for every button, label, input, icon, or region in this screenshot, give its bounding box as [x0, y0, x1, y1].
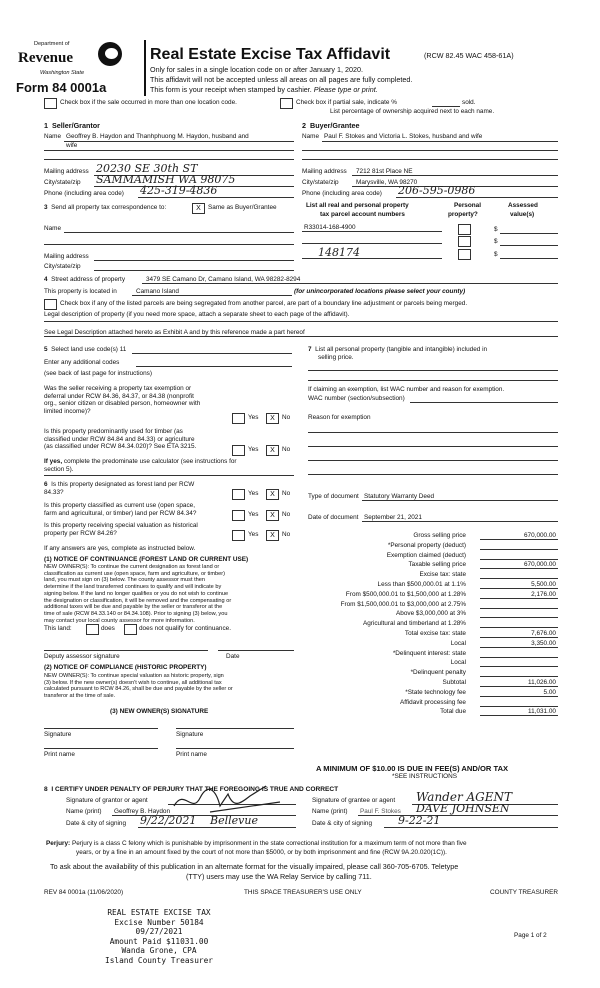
see-instructions-note: *SEE INSTRUCTIONS	[392, 773, 457, 780]
parcel-line-3[interactable]	[302, 258, 442, 259]
buyer-phone: 206-595-0986	[398, 184, 476, 197]
reason-line-1[interactable]	[308, 432, 558, 433]
forest-no-checkbox[interactable]: X	[266, 489, 279, 500]
calc-label: Less than $500,000.01 at 1.1%	[377, 581, 466, 588]
calc-value: 11,026.00	[528, 679, 556, 686]
street-label: 4 Street address of property	[44, 276, 126, 283]
notice-compliance-title: (2) NOTICE OF COMPLIANCE (HISTORIC PROPERTY)	[44, 664, 207, 671]
grantor-name-label: Name (print)	[66, 808, 102, 815]
seller-phone-label: Phone (including area code)	[44, 190, 124, 197]
land-use-line[interactable]	[132, 353, 292, 354]
buyer-phone-label: Phone (including area code)	[302, 190, 382, 197]
header-line2: This affidavit will not be accepted unless all areas on all pages are fully completed.	[150, 75, 413, 84]
section5-divider	[44, 475, 294, 476]
calc-value-line[interactable]	[480, 578, 558, 579]
timber-no-label: No	[282, 446, 291, 453]
grantee-signature: Wander AGENT	[416, 790, 513, 804]
buyer-addr-line	[352, 175, 558, 176]
wac-number-line[interactable]	[410, 402, 558, 403]
calc-value-line[interactable]	[480, 647, 558, 648]
current-use-no-label: No	[282, 511, 291, 518]
calc-label: Taxable selling price	[408, 561, 466, 569]
parcel-line-1[interactable]	[302, 231, 442, 232]
assessed-header: Assessed	[508, 202, 538, 209]
new-owner-sig-label-1: Signature	[44, 731, 72, 738]
assessed-value-2: $	[494, 238, 498, 245]
calc-label: From $1,500,000.01 to $3,000,000 at 2.75%	[340, 600, 466, 608]
historic-yes-label: Yes	[248, 531, 259, 538]
legal-line-2	[44, 336, 558, 337]
historic-question: Is this property receiving special valuation as historical property per RCW 84.26?	[44, 522, 198, 537]
calc-value-line[interactable]	[480, 568, 558, 569]
calc-label: Agricultural and timberland at 1.28%	[362, 620, 466, 628]
grantor-date-label: Date & city of signing	[66, 820, 127, 827]
exemption-yes-label: Yes	[248, 414, 259, 421]
personal-property-list-label: 7 List all personal property (tangible and intangible) included in	[308, 346, 488, 353]
grantee-date-line[interactable]	[384, 827, 558, 828]
located-line	[132, 295, 292, 296]
personal-property-checkbox-3[interactable]	[458, 249, 471, 260]
calc-label: *Delinquent penalty	[410, 669, 466, 677]
seller-name-line	[64, 141, 294, 142]
calc-value-line[interactable]	[480, 588, 558, 589]
grantee-date: 9-22-21	[398, 814, 441, 827]
street-address: 3479 SE Camano Dr, Camano Island, WA 98282-8294	[146, 276, 301, 283]
state-label: Washington State	[40, 70, 85, 76]
see-back-label: (see back of last page for instructions)	[44, 370, 152, 377]
calc-value: 2,176.00	[531, 590, 556, 598]
calc-label: Local	[450, 639, 466, 647]
land-use-label: 5 Select land use code(s) 11	[44, 346, 127, 353]
buyer-city: Marysville, WA 98270	[356, 179, 418, 186]
calc-label: *State technology fee	[405, 688, 466, 696]
seller-name: Geoffrey B. Haydon and Thanhphuong M. Haydon, husband and	[66, 133, 249, 140]
legal-desc-ref: See Legal Description attached hereto as Exhibit A and by this reference made a part hereof	[44, 329, 305, 336]
same-as-buyer-label: Same as Buyer/Grantee	[208, 204, 277, 211]
calc-label: Affidavit processing fee	[400, 698, 466, 706]
calc-value: 11,031.00	[528, 708, 556, 716]
tax-corr-addr-label: Mailing address	[44, 253, 89, 260]
revenue-logo-text: Revenue	[18, 50, 73, 66]
grantor-date: 9/22/2021	[140, 814, 197, 827]
revenue-logo-icon	[98, 42, 122, 66]
calc-value: 670,000.00	[524, 561, 556, 569]
tax-corr-city-label: City/state/zip	[44, 263, 81, 270]
assessed-line-2[interactable]	[500, 245, 558, 246]
assessed-header2: value(s)	[510, 211, 535, 218]
calc-label: From $500,000.01 to $1,500,000 at 1.28%	[345, 590, 466, 598]
calc-value: 3,350.00	[531, 639, 556, 647]
personal-header2: property?	[448, 211, 478, 218]
alt-format-text: To ask about the availability of this publication in an alternate format for the visually impaired, please call 360-705-6705. Teletype	[50, 862, 459, 871]
calc-value-line[interactable]	[480, 598, 558, 599]
same-as-buyer-checkbox[interactable]: X	[192, 203, 205, 214]
historic-no-checkbox[interactable]: X	[266, 530, 279, 541]
new-owner-sig-label-2: Signature	[176, 731, 204, 738]
partial-sale-checkbox[interactable]	[280, 98, 293, 109]
this-land-label: This land:	[44, 625, 72, 632]
timber-question: Is this property predominantly used for timber (as classified under RCW 84.84 and 84.33) or agriculture (as classified under RCW 84.34.020)? See ETA 3215.	[44, 428, 197, 451]
seller-name-line3	[44, 159, 294, 160]
calc-label: Local	[450, 659, 466, 667]
multi-location-label: Check box if the sale occurred in more than one location code.	[60, 99, 237, 106]
assessed-line-3[interactable]	[500, 258, 558, 259]
street-line	[142, 283, 558, 284]
buyer-name-line	[322, 141, 558, 142]
calc-label: Total due	[440, 708, 466, 716]
header-line1: Only for sales in a single location code on or after January 1, 2020.	[150, 65, 363, 74]
grantor-signature	[170, 784, 290, 816]
exemption-yes-checkbox[interactable]	[232, 413, 245, 424]
doc-type-label: Type of document	[308, 493, 359, 500]
calc-label: Total excise tax: state	[404, 630, 466, 637]
county-treasurer-label: COUNTY TREASURER	[490, 889, 558, 896]
tax-corr-label: 3 Send all property tax correspondence to:	[44, 204, 167, 211]
seller-phone-line	[138, 197, 294, 198]
additional-codes-label: Enter any additional codes	[44, 359, 120, 366]
new-owner-print-label-1: Print name	[44, 751, 75, 758]
calc-value-line[interactable]	[480, 539, 558, 540]
seller-section-title: 1 Seller/Grantor	[44, 121, 100, 130]
buyer-addr: 7212 81st Place NE	[356, 168, 413, 175]
if-yes-instruction: If yes, complete the predominate use calculator (see instructions for	[44, 458, 237, 465]
multi-location-checkbox[interactable]	[44, 98, 57, 109]
if-yes-instruction-2: section 5).	[44, 466, 74, 473]
personal-property-line-1[interactable]	[308, 370, 558, 371]
segregated-label: Check box if any of the listed parcels are being segregated from another parcel, are part of a boundary line adjustment or parcels being merged.	[60, 300, 468, 307]
seller-addr: 20230 SE 30th ST	[96, 162, 198, 175]
calc-value-line[interactable]	[480, 666, 558, 667]
forest-yes-checkbox[interactable]	[232, 489, 245, 500]
calc-label: *Personal property (deduct)	[387, 541, 466, 549]
new-owner-print-line-2[interactable]	[176, 748, 294, 749]
tax-corr-name-line2[interactable]	[44, 244, 294, 245]
doc-type-value: Statutory Warranty Deed	[364, 493, 435, 500]
current-use-yes-label: Yes	[248, 511, 259, 518]
calc-value-line[interactable]	[480, 706, 558, 707]
calc-value-line[interactable]	[480, 657, 558, 658]
tax-corr-name-label: Name	[44, 225, 62, 232]
grantee-name: Paul F. Stokes	[360, 808, 401, 815]
calc-value-line[interactable]	[480, 608, 558, 609]
tax-corr-name-line[interactable]	[64, 232, 294, 233]
calc-value-line[interactable]	[480, 549, 558, 550]
grantor-date-line[interactable]	[138, 827, 296, 828]
additional-codes-line[interactable]	[136, 366, 292, 367]
perjury-text-2: years, or by a fine in an amount fixed by the court of not more than $5000, or by both imprisonment and fine (RCW 9A.20.020(1C)).	[76, 849, 447, 856]
grantee-date-label: Date & city of signing	[312, 820, 373, 827]
exemption-question: Was the seller receiving a property tax exemption or deferral under RCW 84.36, 84.37, or 84.38 (nonprofit org., senior citizen or disabled person, homeowner with limited income)?	[44, 385, 201, 416]
form-title: Real Estate Excise Tax Affidavit	[150, 46, 391, 63]
forest-question: 6 Is this property designated as forest land per RCW 84.33?	[44, 481, 195, 496]
header-line3: This form is your receipt when stamped by cashier. Please type or print.	[150, 85, 378, 94]
calc-value-line[interactable]	[480, 559, 558, 560]
assessed-value-1: $	[494, 226, 498, 233]
personal-property-list-label2: selling price.	[318, 354, 354, 361]
revision-label: REV 84 0001a (11/06/2020)	[44, 889, 124, 896]
legal-line-1	[44, 321, 558, 322]
buyer-addr-label: Mailing address	[302, 168, 347, 175]
parcels-header: List all real and personal property	[306, 202, 409, 209]
parcels-header2: tax parcel account numbers	[320, 211, 405, 218]
ownership-note: List percentage of ownership acquired next to each name.	[330, 108, 495, 115]
doc-date-line	[362, 521, 558, 522]
buyer-name: Paul F. Stokes and Victoria L. Stokes, husband and wife	[324, 133, 483, 140]
calc-value-line[interactable]	[480, 637, 558, 638]
seller-name-line2	[44, 150, 294, 151]
calc-label: Above $3,000,000 at 3%	[396, 610, 466, 618]
dept-of-label: Department of	[34, 41, 70, 47]
notice-continuance-title: (1) NOTICE OF CONTINUANCE (FOREST LAND OR CURRENT USE)	[44, 556, 249, 563]
seller-addr-label: Mailing address	[44, 168, 89, 175]
doc-type-line	[362, 500, 558, 501]
historic-no-label: No	[282, 531, 291, 538]
deputy-date-line[interactable]	[218, 650, 294, 651]
calc-value-line[interactable]	[480, 617, 558, 618]
minimum-due-note: A MINIMUM OF $10.00 IS DUE IN FEE(S) AND/OR TAX	[316, 764, 509, 773]
new-owner-sig-line-1[interactable]	[44, 728, 158, 729]
new-owner-sig-title: (3) NEW OWNER(S) SIGNATURE	[110, 708, 209, 715]
deputy-sig-label: Deputy assessor signature	[44, 653, 120, 660]
treasurer-use-label: THIS SPACE TREASURER'S USE ONLY	[244, 889, 362, 896]
grantee-sig-label: Signature of grantee or agent	[312, 797, 396, 804]
reason-line-2[interactable]	[308, 446, 558, 447]
wac-number-label: WAC number (section/subsection)	[308, 395, 405, 402]
buyer-name-line3	[302, 159, 558, 160]
calc-value-line[interactable]	[480, 696, 558, 697]
notice-compliance-text: NEW OWNER(S): To continue special valuation as historic property, sign (3) below. If the new owner(s) doesn't wish to continue, all additional tax calculated pursuant to RCW 84.26, shall be due and payable by the seller or transferor at the time of sale.	[44, 673, 233, 700]
assessed-line-1[interactable]	[500, 233, 558, 234]
partial-sale-label: Check box if partial sale, indicate %	[296, 99, 397, 106]
land-does-checkbox[interactable]	[86, 624, 99, 635]
notice-continuance-text: NEW OWNER(S): To continue the current designation as forest land or classification as current use (open space, farm and agriculture, or timber) land, you must sign on (3) below. The county assessor must then determine if the land transferred continues to qualify and will indicate by signing below. If the land no longer qualifies or you do not wish to continue the designation or classification, it will be removed and the compensating or additional taxes will be due and payable by the seller or transferor at the time of sale (RCW 84.33.140 or 84.34.108). Prior to signing (3) below, you may contact your local county assessor for more information.	[44, 564, 232, 624]
seller-city-label: City/state/zip	[44, 179, 81, 186]
doc-date-value: September 21, 2021	[364, 514, 422, 521]
calc-label: *Delinquent interest: state	[392, 649, 466, 657]
forest-yes-label: Yes	[248, 490, 259, 497]
calc-label: Subtotal	[442, 679, 466, 686]
calc-value-line[interactable]	[480, 627, 558, 628]
assessed-value-3: $	[494, 251, 498, 258]
calc-value-line[interactable]	[480, 715, 558, 716]
alt-format-text-2: (TTY) users may use the WA Relay Service by calling 711.	[186, 872, 372, 881]
calc-value: 5.00	[543, 688, 556, 696]
parcel-number-1: R33014-168-4900	[304, 224, 356, 231]
exemption-claim-label: If claiming an exemption, list WAC number and reason for exemption.	[308, 386, 505, 393]
exemption-no-label: No	[282, 414, 291, 421]
land-does-label: does	[101, 625, 115, 632]
new-owner-print-line-1[interactable]	[44, 748, 158, 749]
land-not-qualify-label: does not qualify for continuance.	[139, 625, 232, 632]
seller-phone: 425-319-4836	[140, 184, 218, 197]
seller-city: SAMMAMISH WA 98075	[96, 173, 236, 186]
perjury-text: Perjury: Perjury is a class C felony which is punishable by imprisonment in the state correctional institution for a maximum term of not more than five	[46, 840, 467, 847]
calc-value-line[interactable]	[480, 676, 558, 677]
tax-corr-addr-line[interactable]	[94, 260, 294, 261]
certify-statement: 8 I CERTIFY UNDER PENALTY OF PERJURY THAT THE FOREGOING IS TRUE AND CORRECT	[44, 786, 339, 793]
page-number: Page 1 of 2	[514, 932, 547, 939]
deputy-sig-line[interactable]	[44, 650, 208, 651]
grantee-name-label: Name (print)	[312, 808, 348, 815]
partial-sold-label: sold.	[462, 99, 476, 106]
legal-desc-label: Legal description of property (if you need more space, attach a separate sheet to each page of the affidavit).	[44, 311, 350, 318]
buyer-city-label: City/state/zip	[302, 179, 339, 186]
personal-property-checkbox-2[interactable]	[458, 236, 471, 247]
personal-property-checkbox-1[interactable]	[458, 224, 471, 235]
timber-no-checkbox[interactable]: X	[266, 445, 279, 456]
new-owner-print-label-2: Print name	[176, 751, 207, 758]
deputy-date-label: Date	[226, 653, 240, 660]
calc-value: 7,676.00	[531, 630, 556, 637]
reason-exemption-label: Reason for exemption	[308, 414, 371, 421]
grantor-name: Geoffrey B. Haydon	[114, 808, 171, 815]
current-use-no-checkbox[interactable]: X	[266, 510, 279, 521]
calc-value-line[interactable]	[480, 686, 558, 687]
reason-line-4[interactable]	[308, 474, 558, 475]
located-note: (for unincorporated locations please select your county)	[294, 288, 466, 295]
located-value: Camano Island	[136, 288, 179, 295]
reason-line-3[interactable]	[308, 460, 558, 461]
current-use-yes-checkbox[interactable]	[232, 510, 245, 521]
grantee-name-line[interactable]	[358, 815, 558, 816]
buyer-phone-line	[396, 197, 558, 198]
personal-property-line-2[interactable]	[308, 380, 558, 381]
segregated-checkbox[interactable]	[44, 299, 57, 310]
buyer-name-label: Name	[302, 133, 320, 140]
tax-corr-city-line[interactable]	[94, 270, 294, 271]
header-divider	[144, 40, 146, 96]
partial-percent-line[interactable]	[432, 106, 460, 107]
calc-label: Excise tax: state	[419, 571, 466, 579]
timber-yes-checkbox[interactable]	[232, 445, 245, 456]
timber-yes-label: Yes	[248, 446, 259, 453]
buyer-section-title: 2 Buyer/Grantee	[302, 121, 360, 130]
grantor-city: Bellevue	[210, 814, 258, 827]
treasurer-stamp: REAL ESTATE EXCISE TAX Excise Number 50184 09/27/2021 Amount Paid $11031.00 Wanda Grone, CPA Island County Treasurer	[105, 908, 213, 965]
parcel-line-2[interactable]	[302, 243, 442, 244]
forest-no-label: No	[282, 490, 291, 497]
located-label: This property is located in	[44, 288, 117, 295]
buyer-name-line2	[302, 150, 558, 151]
land-not-qualify-checkbox[interactable]	[124, 624, 137, 635]
doc-date-label: Date of document	[308, 514, 359, 521]
calc-label: Exemption claimed (deduct)	[386, 551, 466, 559]
any-yes-note: If any answers are yes, complete as instructed below.	[44, 545, 196, 552]
calc-value: 670,000.00	[524, 532, 556, 539]
seller-name-label: Name	[44, 133, 62, 140]
grantor-sig-label: Signature of grantor or agent	[66, 797, 148, 804]
form-rcw: (RCW 82.45 WAC 458-61A)	[424, 51, 514, 60]
new-owner-sig-line-2[interactable]	[176, 728, 294, 729]
exemption-no-checkbox[interactable]: X	[266, 413, 279, 424]
calc-label: Gross selling price	[413, 532, 466, 539]
current-use-question: Is this property classified as current use (open space, farm and agricultural, or timber) land per RCW 84.34?	[44, 502, 197, 517]
grantee-name-handwritten: DAVE JOHNSEN	[416, 802, 510, 815]
seller-name-2: wife	[66, 142, 78, 149]
calc-value: 5,500.00	[531, 581, 556, 588]
historic-yes-checkbox[interactable]	[232, 530, 245, 541]
parcel-number-3: 148174	[318, 246, 360, 259]
form-number: Form 84 0001a	[16, 80, 107, 95]
personal-header: Personal	[454, 202, 481, 209]
